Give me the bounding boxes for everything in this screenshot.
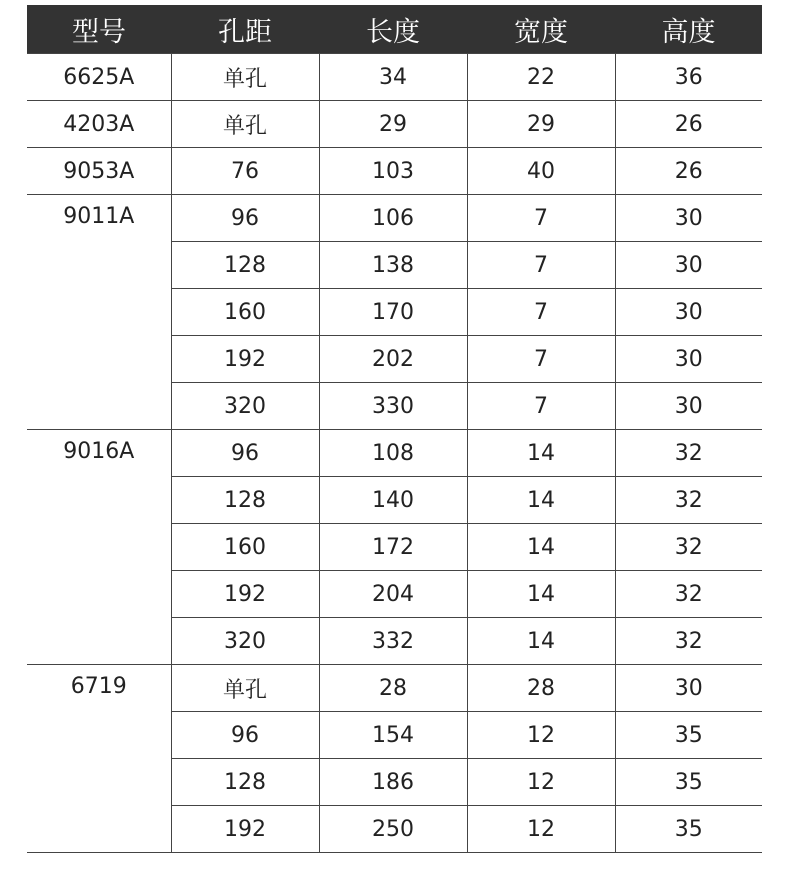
height-cell: 32 xyxy=(615,524,762,571)
hole-spacing-cell: 128 xyxy=(171,242,319,289)
height-cell: 36 xyxy=(615,54,762,101)
length-cell: 29 xyxy=(319,101,467,148)
table-row xyxy=(27,54,762,101)
length-cell: 170 xyxy=(319,289,467,336)
height-cell: 35 xyxy=(615,806,762,853)
length-cell: 106 xyxy=(319,195,467,242)
width-cell: 14 xyxy=(467,571,615,618)
width-cell: 7 xyxy=(467,383,615,430)
table-row xyxy=(27,665,762,712)
hole-spacing-cell: 128 xyxy=(171,477,319,524)
model-cell: 9053A xyxy=(27,148,171,195)
height-cell: 30 xyxy=(615,242,762,289)
width-cell: 7 xyxy=(467,336,615,383)
length-cell: 202 xyxy=(319,336,467,383)
header-height: 高度 xyxy=(615,5,762,54)
length-cell: 108 xyxy=(319,430,467,477)
length-cell: 140 xyxy=(319,477,467,524)
length-cell: 330 xyxy=(319,383,467,430)
table-row xyxy=(27,101,762,148)
height-cell: 30 xyxy=(615,336,762,383)
hole-spacing-cell: 160 xyxy=(171,289,319,336)
hole-spacing-cell: 单孔 xyxy=(171,665,319,712)
length-cell: 154 xyxy=(319,712,467,759)
header-width: 宽度 xyxy=(467,5,615,54)
hole-spacing-cell: 96 xyxy=(171,430,319,477)
height-cell: 32 xyxy=(615,430,762,477)
width-cell: 12 xyxy=(467,806,615,853)
width-cell: 22 xyxy=(467,54,615,101)
height-cell: 32 xyxy=(615,618,762,665)
width-cell: 7 xyxy=(467,242,615,289)
length-cell: 172 xyxy=(319,524,467,571)
hole-spacing-cell: 96 xyxy=(171,712,319,759)
width-cell: 14 xyxy=(467,430,615,477)
height-cell: 32 xyxy=(615,571,762,618)
height-cell: 30 xyxy=(615,665,762,712)
height-cell: 26 xyxy=(615,148,762,195)
model-cell: 9011A xyxy=(27,195,171,430)
table-row xyxy=(27,195,762,242)
hole-spacing-cell: 96 xyxy=(171,195,319,242)
length-cell: 186 xyxy=(319,759,467,806)
length-cell: 250 xyxy=(319,806,467,853)
height-cell: 35 xyxy=(615,759,762,806)
width-cell: 12 xyxy=(467,759,615,806)
width-cell: 14 xyxy=(467,524,615,571)
table-body xyxy=(27,54,762,853)
width-cell: 14 xyxy=(467,618,615,665)
length-cell: 204 xyxy=(319,571,467,618)
width-cell: 14 xyxy=(467,477,615,524)
width-cell: 7 xyxy=(467,195,615,242)
model-cell: 9016A xyxy=(27,430,171,665)
hole-spacing-cell: 192 xyxy=(171,806,319,853)
width-cell: 29 xyxy=(467,101,615,148)
hole-spacing-cell: 160 xyxy=(171,524,319,571)
model-cell: 6719 xyxy=(27,665,171,853)
length-cell: 332 xyxy=(319,618,467,665)
hole-spacing-cell: 单孔 xyxy=(171,101,319,148)
header-length: 长度 xyxy=(319,5,467,54)
hole-spacing-cell: 320 xyxy=(171,618,319,665)
table-row xyxy=(27,430,762,477)
width-cell: 7 xyxy=(467,289,615,336)
hole-spacing-cell: 128 xyxy=(171,759,319,806)
height-cell: 30 xyxy=(615,383,762,430)
hole-spacing-cell: 192 xyxy=(171,336,319,383)
height-cell: 30 xyxy=(615,289,762,336)
header-model: 型号 xyxy=(27,5,171,54)
width-cell: 40 xyxy=(467,148,615,195)
length-cell: 34 xyxy=(319,54,467,101)
header-row xyxy=(27,5,762,54)
length-cell: 103 xyxy=(319,148,467,195)
hole-spacing-cell: 192 xyxy=(171,571,319,618)
length-cell: 138 xyxy=(319,242,467,289)
width-cell: 28 xyxy=(467,665,615,712)
height-cell: 35 xyxy=(615,712,762,759)
hole-spacing-cell: 单孔 xyxy=(171,54,319,101)
hole-spacing-cell: 76 xyxy=(171,148,319,195)
table-header xyxy=(27,5,762,54)
spec-table xyxy=(27,5,762,853)
model-cell: 6625A xyxy=(27,54,171,101)
width-cell: 12 xyxy=(467,712,615,759)
header-hole-spacing: 孔距 xyxy=(171,5,319,54)
model-cell: 4203A xyxy=(27,101,171,148)
height-cell: 30 xyxy=(615,195,762,242)
table-row xyxy=(27,148,762,195)
height-cell: 26 xyxy=(615,101,762,148)
height-cell: 32 xyxy=(615,477,762,524)
hole-spacing-cell: 320 xyxy=(171,383,319,430)
length-cell: 28 xyxy=(319,665,467,712)
